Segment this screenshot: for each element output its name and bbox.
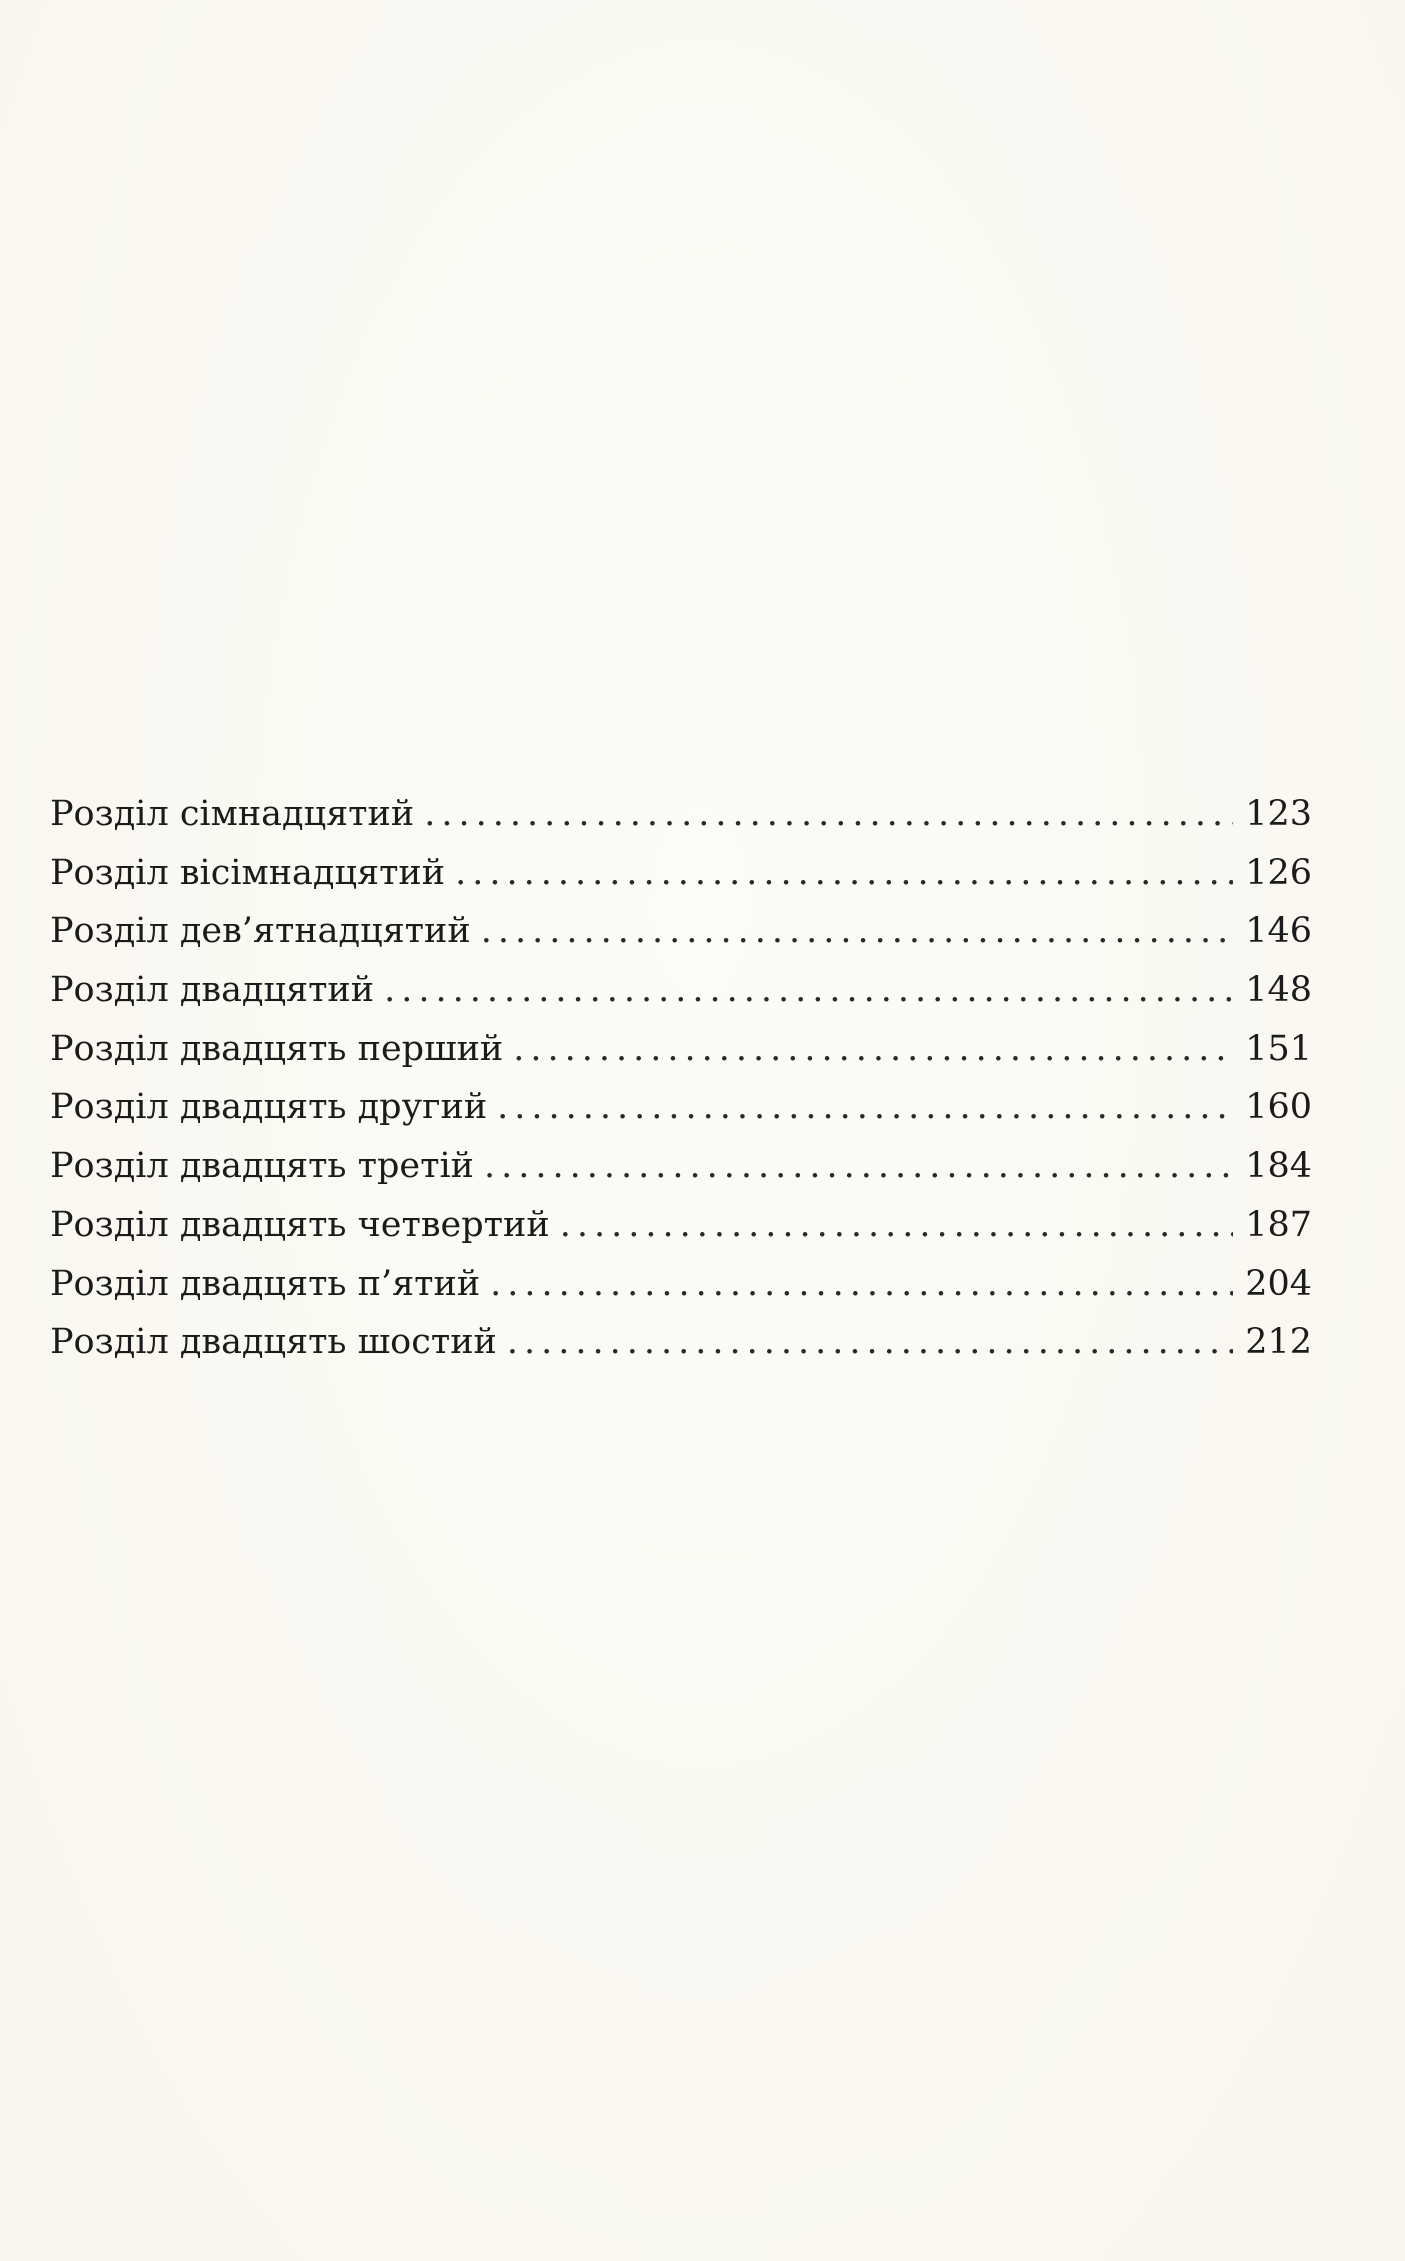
toc-entry-title: Розділ вісімнадцятий [50,852,446,893]
toc-entry-22 [50,1078,1312,1137]
toc-entry-title: Розділ двадцять третій [50,1146,474,1187]
toc-dot-leader [513,1020,1233,1079]
toc-dot-leader [424,785,1233,844]
toc-dot-leader [481,902,1233,961]
toc-entry-23 [50,1137,1312,1196]
toc-entry-20 [50,961,1312,1020]
toc-entry-page: 123 [1245,794,1312,834]
toc-entry-page: 148 [1245,970,1312,1011]
toc-entry-title: Розділ двадцять четвертий [50,1204,550,1245]
toc-entry-page: 204 [1245,1263,1312,1304]
toc-entry-18 [50,844,1312,903]
toc-entry-title: Розділ дев’ятнадцятий [50,911,471,952]
toc-dot-leader [497,1078,1233,1137]
toc-entry-page: 160 [1245,1087,1312,1128]
toc-dot-leader [507,1313,1233,1372]
toc-entry-title: Розділ сімнадцятий [50,794,415,834]
toc-entry-page: 184 [1245,1146,1312,1187]
toc-dot-leader [384,961,1233,1020]
toc-entry-page: 151 [1245,1028,1312,1069]
table-of-contents [50,785,1312,1372]
toc-dot-leader [484,1137,1233,1196]
toc-entry-17 [50,785,1312,844]
toc-entry-25 [50,1255,1312,1314]
toc-entry-title: Розділ двадцятий [50,970,375,1011]
toc-entry-page: 146 [1245,911,1312,952]
toc-entry-21 [50,1020,1312,1079]
toc-entry-page: 126 [1245,852,1312,893]
toc-dot-leader [455,844,1233,903]
toc-dot-leader [490,1255,1233,1314]
toc-entry-page: 212 [1245,1322,1312,1363]
toc-entry-page: 187 [1245,1204,1312,1245]
toc-entry-24 [50,1196,1312,1255]
toc-dot-leader [560,1196,1234,1255]
toc-entry-19 [50,902,1312,961]
toc-entry-26 [50,1313,1312,1372]
toc-entry-title: Розділ двадцять другий [50,1087,488,1128]
toc-entry-title: Розділ двадцять перший [50,1028,504,1069]
toc-entry-title: Розділ двадцять шостий [50,1322,497,1363]
toc-entry-title: Розділ двадцять п’ятий [50,1263,481,1304]
